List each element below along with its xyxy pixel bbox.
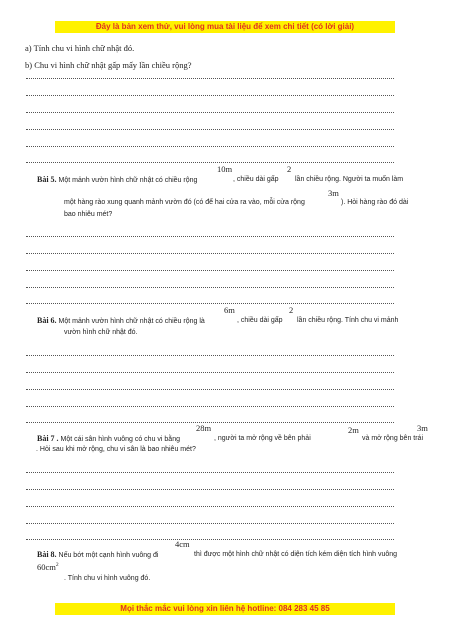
answer-line xyxy=(26,262,394,271)
math-area-exponent: 2 xyxy=(55,562,59,569)
hotline-banner: Mọi thắc mắc vui lòng xin liên hệ hotline: 084 283 45 85 xyxy=(55,603,395,615)
exercise-text: . Hỏi sau khi mở rộng, chu vi sân là bao nhiêu mét? xyxy=(36,446,196,453)
math-times: 2 xyxy=(287,164,292,174)
exercise-text: ). Hỏi hàng rào đó dài xyxy=(341,199,409,206)
answer-line xyxy=(26,87,394,96)
answer-line xyxy=(26,295,394,304)
answer-line xyxy=(26,70,394,79)
exercise-text: lần chiều rộng. Người ta muốn làm xyxy=(295,176,404,183)
answer-line xyxy=(26,154,394,163)
preview-banner: Đây là bản xem thử, vui lòng mua tài liệu để xem chi tiết (có lời giải) xyxy=(55,21,395,33)
answer-line xyxy=(26,279,394,288)
exercise-text: , chiều dài gấp xyxy=(233,176,279,183)
answer-line xyxy=(26,481,394,490)
answer-line xyxy=(26,104,394,113)
math-cut: 4cm xyxy=(175,539,190,549)
answer-line xyxy=(26,498,394,507)
exercise-label: Bài 7 . xyxy=(37,434,59,443)
answer-line xyxy=(26,228,394,237)
math-right: 2m xyxy=(348,425,359,435)
exercise-text: và mở rộng bên trái xyxy=(362,435,424,442)
answer-line xyxy=(26,138,394,147)
question-a: a) Tính chu vi hình chữ nhật đó. xyxy=(25,43,135,53)
math-width: 10m xyxy=(217,164,233,174)
math-perimeter: 28m xyxy=(196,423,212,433)
math-width: 6m xyxy=(224,305,235,315)
exercise-text: Một cái sân hình vuông có chu vi bằng xyxy=(60,436,180,443)
answer-line xyxy=(26,398,394,407)
answer-line xyxy=(26,347,394,356)
math-left: 3m xyxy=(417,423,428,433)
exercise-text: Một mảnh vườn hình chữ nhật có chiều rộng là xyxy=(58,318,205,325)
math-door: 3m xyxy=(328,188,339,198)
exercise-text: một hàng rào xung quanh mảnh vườn đó (có để hai cửa ra vào, mỗi cửa rộng xyxy=(64,199,305,206)
exercise-label: Bài 6. xyxy=(37,316,57,325)
answer-line xyxy=(26,381,394,390)
question-b: b) Chu vi hình chữ nhật gấp mấy lần chiều rộng? xyxy=(25,60,192,70)
math-times: 2 xyxy=(289,305,294,315)
answer-line xyxy=(26,245,394,254)
exercise-text: , người ta mở rộng về bên phải xyxy=(214,435,311,442)
exercise-text: vườn hình chữ nhật đó. xyxy=(64,329,138,336)
exercise-text: bao nhiêu mét? xyxy=(64,211,113,218)
exercise-text: lần chiều rộng. Tính chu vi mảnh xyxy=(297,317,399,324)
answer-line xyxy=(26,531,394,540)
exercise-text: . Tính chu vi hình vuông đó. xyxy=(64,575,151,582)
exercise-text: , chiều dài gấp xyxy=(237,317,283,324)
answer-line xyxy=(26,414,394,423)
math-area xyxy=(37,562,59,572)
exercise-text: Một mảnh vườn hình chữ nhật có chiều rộng xyxy=(58,177,198,184)
answer-line xyxy=(26,121,394,130)
exercise-label: Bài 8. xyxy=(37,550,57,559)
exercise-text: thì được một hình chữ nhật có diện tích kém diện tích hình vuông xyxy=(194,551,398,558)
answer-line xyxy=(26,515,394,524)
answer-line xyxy=(26,364,394,373)
math-area-value: 60cm xyxy=(37,562,56,572)
exercise-label: Bài 5. xyxy=(37,175,57,184)
answer-line xyxy=(26,464,394,473)
exercise-text: Nếu bớt một cạnh hình vuông đi xyxy=(58,552,159,559)
